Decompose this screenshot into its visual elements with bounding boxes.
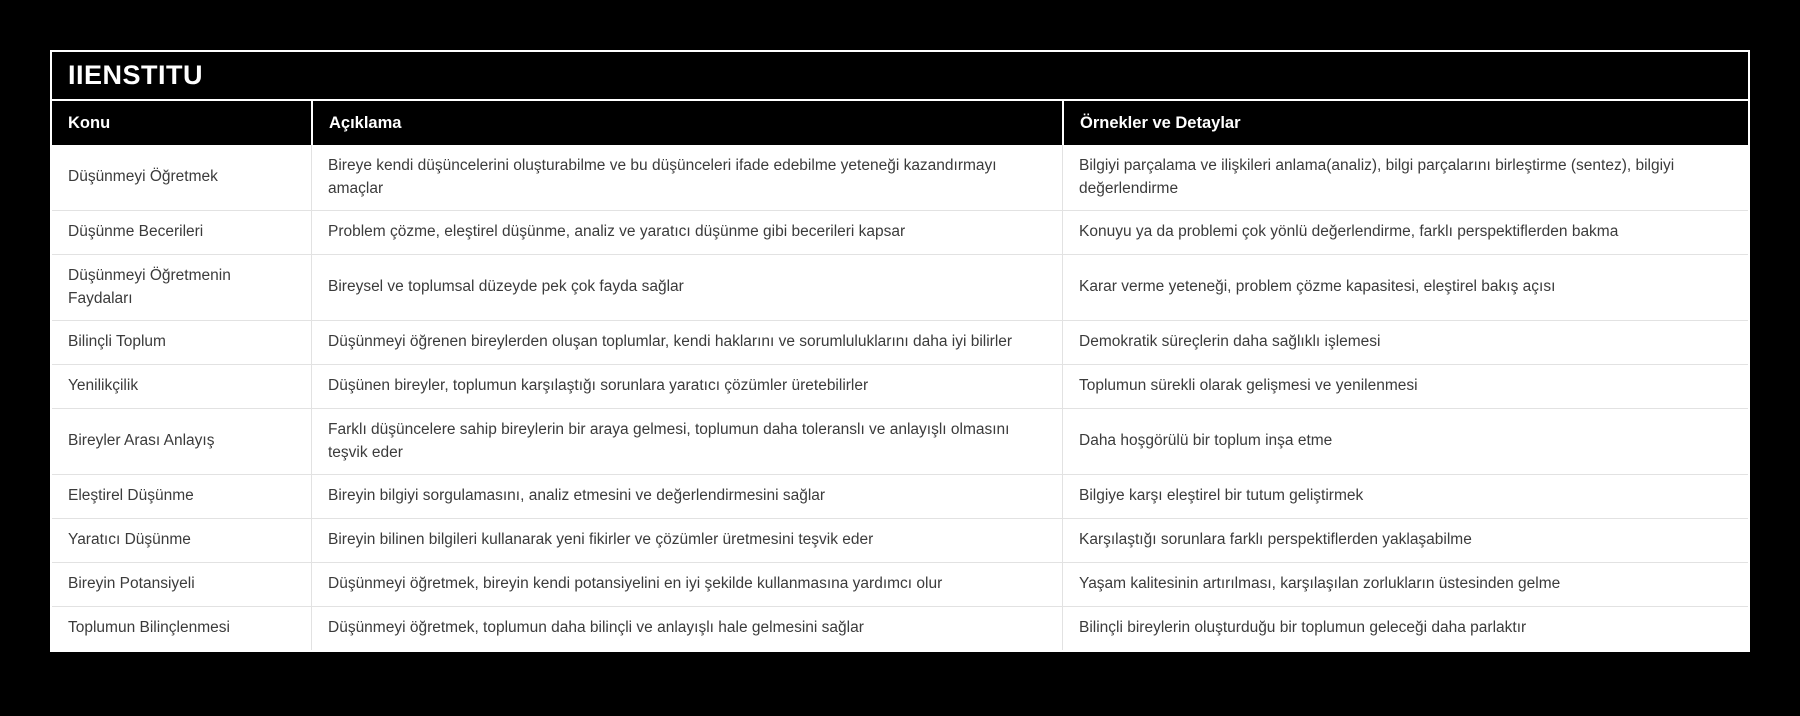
cell-text: Düşünmeyi öğretmek, bireyin kendi potansiyelini en iyi şekilde kullanmasına yardımcı olur — [328, 575, 943, 593]
cell-konu — [52, 409, 311, 474]
table-header-row — [52, 101, 1748, 145]
cell-ornekler — [1062, 211, 1748, 254]
cell-text: Bireyin bilinen bilgileri kullanarak yeni fikirler ve çözümler üretmesini teşvik eder — [328, 531, 874, 549]
cell-text: Bilgiyi parçalama ve ilişkileri anlama(analiz), bilgi parçalarını birleştirme (sentez), bilgiyi değerlendirme — [1079, 157, 1675, 197]
cell-konu — [52, 563, 311, 606]
cell-text: Toplumun Bilinçlenmesi — [68, 619, 230, 637]
cell-text: Bilinçli Toplum — [68, 333, 166, 351]
content-table-card — [50, 50, 1750, 652]
table-row — [52, 408, 1748, 474]
cell-ornekler — [1062, 145, 1748, 210]
brand-title: IIENSTITU — [68, 60, 204, 90]
cell-text: Bireye kendi düşüncelerini oluşturabilme ve bu düşünceleri ifade edebilme yeteneği kazandırmayı amaçlar — [328, 157, 997, 197]
cell-text: Yenilikçilik — [68, 377, 139, 395]
cell-text: Düşünmeyi Öğretmenin Faydaları — [68, 267, 231, 307]
cell-konu — [52, 607, 311, 650]
cell-aciklama — [311, 519, 1062, 562]
cell-ornekler — [1062, 475, 1748, 518]
cell-text: Toplumun sürekli olarak gelişmesi ve yenilenmesi — [1079, 377, 1418, 395]
cell-text: Düşünmeyi öğrenen bireylerden oluşan toplumlar, kendi haklarını ve sorumluluklarını daha iyi bilirler — [328, 333, 1013, 351]
cell-text: Düşünen bireyler, toplumun karşılaştığı sorunlara yaratıcı çözümler üretebilirler — [328, 377, 869, 395]
cell-aciklama — [311, 321, 1062, 364]
cell-text: Eleştirel Düşünme — [68, 487, 194, 505]
table-row — [52, 474, 1748, 518]
table-row — [52, 320, 1748, 364]
cell-konu — [52, 365, 311, 408]
cell-text: Bilgiye karşı eleştirel bir tutum geliştirmek — [1079, 487, 1364, 505]
cell-text: Düşünme Becerileri — [68, 223, 204, 241]
cell-ornekler — [1062, 255, 1748, 320]
cell-aciklama — [311, 563, 1062, 606]
column-header-aciklama: Açıklama — [311, 101, 1062, 145]
cell-text: Farklı düşüncelere sahip bireylerin bir araya gelmesi, toplumun daha toleranslı ve anlayışlı olmasını teşvik eder — [328, 421, 1010, 461]
table-body — [52, 145, 1748, 650]
cell-text: Bireyin bilgiyi sorgulamasını, analiz etmesini ve değerlendirmesini sağlar — [328, 487, 826, 505]
cell-aciklama — [311, 409, 1062, 474]
column-header-konu: Konu — [68, 113, 111, 132]
cell-ornekler — [1062, 365, 1748, 408]
cell-konu — [52, 475, 311, 518]
cell-konu — [52, 255, 311, 320]
cell-aciklama — [311, 365, 1062, 408]
cell-aciklama — [311, 255, 1062, 320]
cell-text: Bireyin Potansiyeli — [68, 575, 195, 593]
cell-text: Daha hoşgörülü bir toplum inşa etme — [1079, 432, 1333, 450]
cell-konu — [52, 211, 311, 254]
table-row — [52, 145, 1748, 210]
cell-text: Demokratik süreçlerin daha sağlıklı işlemesi — [1079, 333, 1381, 351]
table-row — [52, 210, 1748, 254]
cell-ornekler — [1062, 519, 1748, 562]
cell-ornekler — [1062, 321, 1748, 364]
table-row — [52, 606, 1748, 650]
cell-konu — [52, 145, 311, 210]
cell-text: Yaratıcı Düşünme — [68, 531, 191, 549]
cell-ornekler — [1062, 563, 1748, 606]
cell-text: Bireyler Arası Anlayış — [68, 432, 215, 450]
cell-konu — [52, 519, 311, 562]
cell-text: Konuyu ya da problemi çok yönlü değerlendirme, farklı perspektiflerden bakma — [1079, 223, 1619, 241]
cell-aciklama — [311, 475, 1062, 518]
table-row — [52, 254, 1748, 320]
table-row — [52, 562, 1748, 606]
column-header-ornekler-ve-detaylar: Örnekler ve Detaylar — [1062, 101, 1748, 145]
cell-ornekler — [1062, 607, 1748, 650]
cell-text: Düşünmeyi öğretmek, toplumun daha bilinçli ve anlayışlı hale gelmesini sağlar — [328, 619, 864, 637]
cell-text: Düşünmeyi Öğretmek — [68, 168, 218, 186]
cell-text: Problem çözme, eleştirel düşünme, analiz ve yaratıcı düşünme gibi becerileri kapsar — [328, 223, 906, 241]
cell-text: Karşılaştığı sorunlara farklı perspektiflerden yaklaşabilme — [1079, 531, 1472, 549]
cell-ornekler — [1062, 409, 1748, 474]
cell-text: Bireysel ve toplumsal düzeyde pek çok fayda sağlar — [328, 278, 684, 296]
cell-text: Yaşam kalitesinin artırılması, karşılaşılan zorlukların üstesinden gelme — [1079, 575, 1561, 593]
table-row — [52, 364, 1748, 408]
cell-aciklama — [311, 607, 1062, 650]
cell-aciklama — [311, 211, 1062, 254]
cell-aciklama — [311, 145, 1062, 210]
cell-konu — [52, 321, 311, 364]
brand-header-bar — [52, 52, 1748, 101]
table-row — [52, 518, 1748, 562]
cell-text: Bilinçli bireylerin oluşturduğu bir toplumun geleceği daha parlaktır — [1079, 619, 1527, 637]
cell-text: Karar verme yeteneği, problem çözme kapasitesi, eleştirel bakış açısı — [1079, 278, 1556, 296]
